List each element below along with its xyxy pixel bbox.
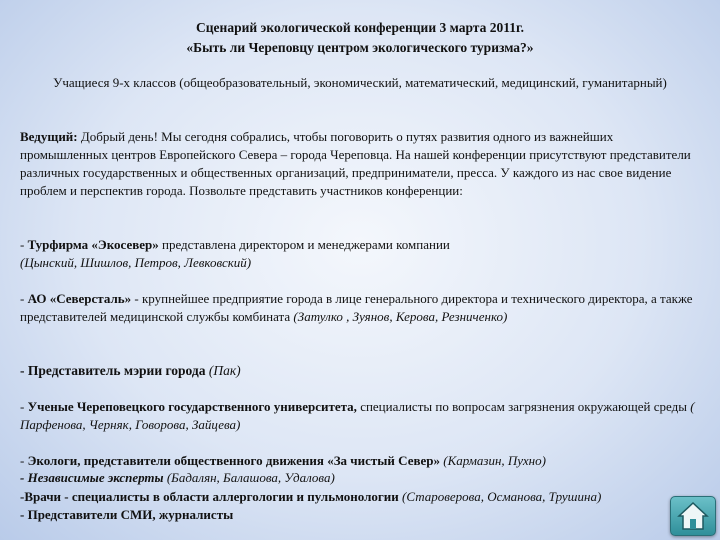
home-icon: [677, 501, 709, 531]
list-dash: -: [20, 237, 28, 252]
participant-name: - Представитель мэрии города: [20, 363, 206, 378]
participant-name: Ученые Череповецкого государственного университета,: [27, 399, 357, 414]
participant-people: (Кармазин, Пухно): [440, 453, 546, 468]
host-label: Ведущий:: [20, 129, 78, 144]
participant-doctors: [20, 488, 702, 506]
participant-desc: представлена директором и менеджерами компании: [158, 237, 450, 252]
list-dash: -: [20, 453, 28, 468]
participant-desc: специалисты по вопросам загрязнения окружающей среды: [356, 399, 691, 414]
participant-name: - Независимые эксперты: [20, 470, 164, 485]
participant-name: АО «Северсталь»: [27, 291, 132, 306]
students-info: Учащиеся 9-х классов (общеобразовательный, экономический, математический, медицинский, гуманитарный): [53, 75, 667, 90]
participant-ecosever: [20, 236, 702, 272]
participant-experts: [20, 469, 702, 487]
participant-people: (Затулко , Зуянов, Керова, Резниченко): [293, 309, 508, 324]
host-text: Добрый день! Мы сегодня собрались, чтобы поговорить о путях развития одного из важнейших промышленных центров Европейского Севера – города Череповца. На нашей конференции присутствуют представители различных государственных и общественных организаций, предприниматели, пресса. У каждого из нас свое видение проблем и перспектив города. Позвольте представить участников конференции:: [20, 129, 691, 198]
title-line-1: Сценарий экологической конференции 3 марта 2011г.: [196, 20, 524, 35]
home-button[interactable]: [670, 496, 716, 536]
participant-desc: - крупнейшее предприятие города в лице генерального директора и технического директора, а также представителей медицинской службы комбината: [20, 291, 693, 324]
page-title: [0, 18, 720, 58]
participant-people: ( Парфенова, Черняк, Говорова, Зайцева): [20, 399, 695, 432]
host-paragraph: [20, 128, 702, 200]
participant-mayor: [20, 362, 702, 380]
participant-people: (Цынский, Шишлов, Петров, Левковский): [20, 255, 252, 270]
title-line-2: «Быть ли Череповцу центром экологического туризма?»: [186, 40, 534, 55]
list-dash: -: [20, 291, 28, 306]
participant-name: - Представители СМИ, журналисты: [20, 507, 234, 522]
participant-name: Экологи, представители общественного движения «За чистый Север»: [27, 453, 441, 468]
participant-name: Турфирма «Экосевер»: [27, 237, 159, 252]
participant-people: (Староверова, Османова, Трушина): [398, 489, 602, 504]
participant-ecologists: [20, 452, 702, 470]
participant-severstal: [20, 290, 702, 326]
participant-name: -Врачи - специалисты в области аллергологии и пульмонологии: [20, 489, 399, 504]
participant-media: [20, 506, 702, 524]
list-dash: -: [20, 399, 28, 414]
participant-university: [20, 398, 702, 434]
participant-people: (Пак): [205, 363, 241, 378]
participant-people: (Бадалян, Балашова, Удалова): [163, 470, 335, 485]
